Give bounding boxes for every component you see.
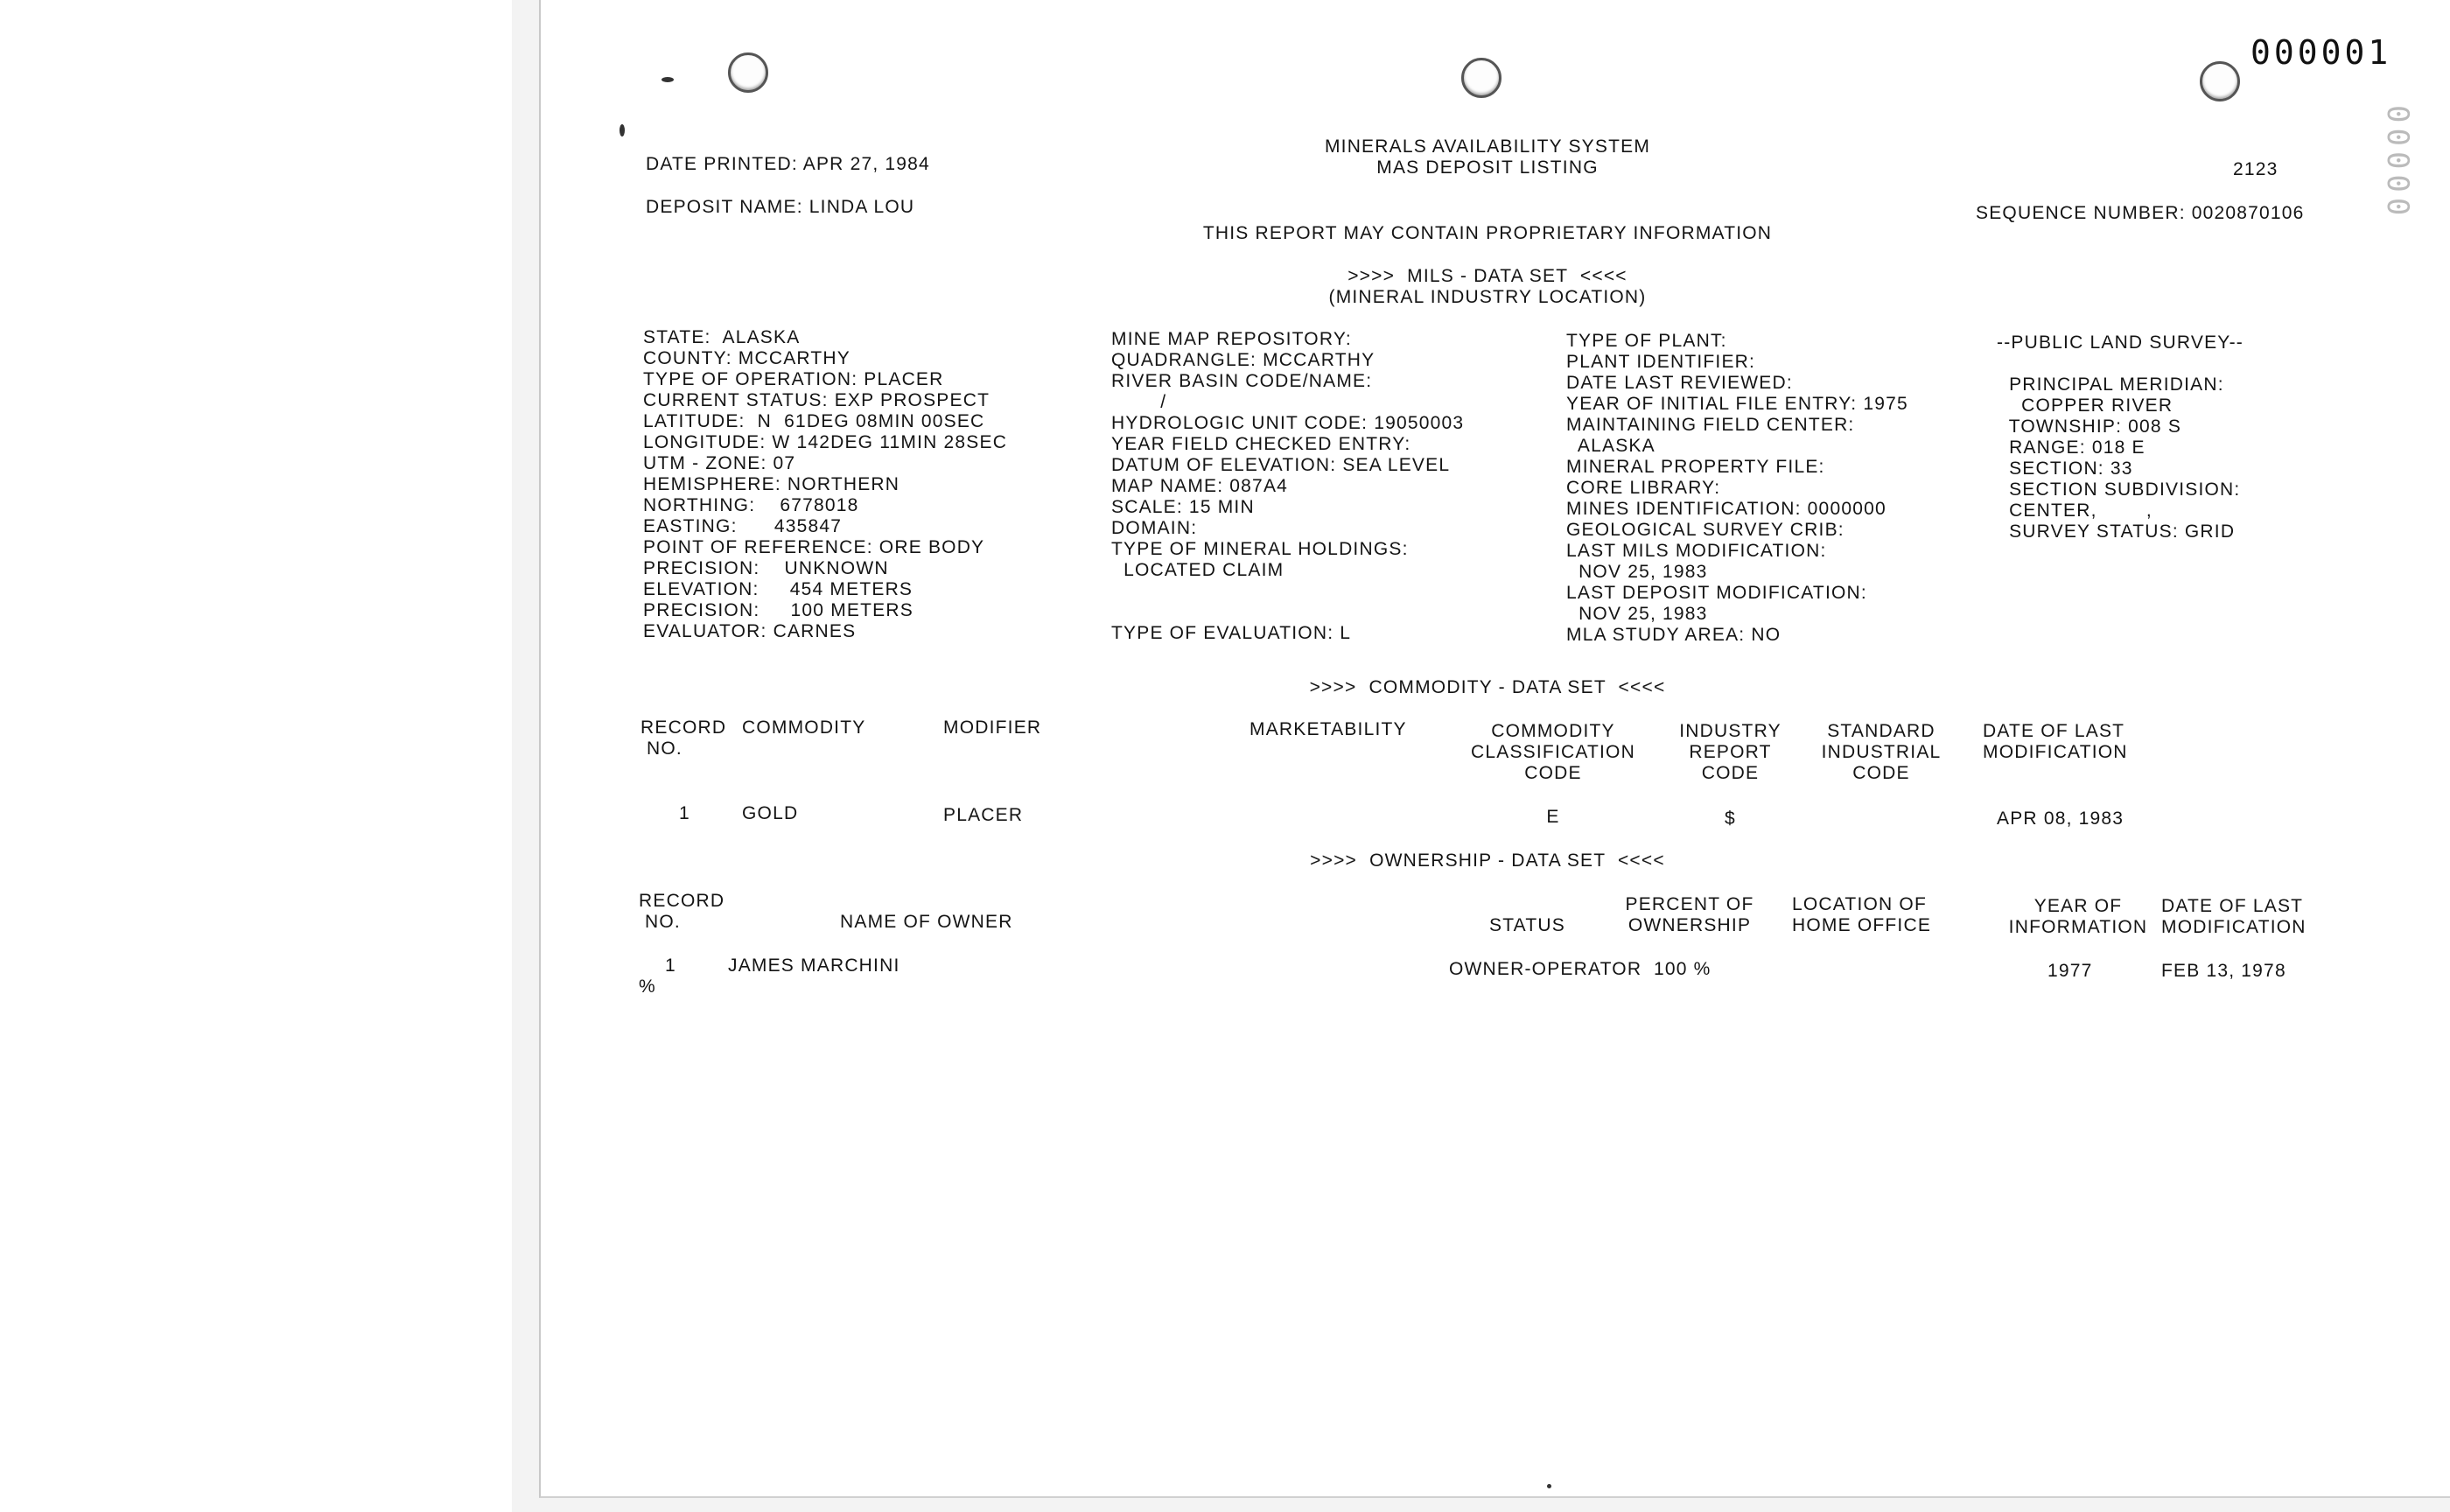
ownership-name: JAMES MARCHINI [728, 956, 900, 976]
field-line: HYDROLOGIC UNIT CODE: 19050003 [1111, 413, 1465, 433]
binder-hole-right [2200, 61, 2240, 102]
field-line: MINE MAP REPOSITORY: [1111, 329, 1352, 349]
field-line: LAST MILS MODIFICATION: [1566, 541, 1827, 561]
field-line [1997, 354, 2244, 374]
field-line [1111, 581, 1464, 602]
commodity-classification: E [1546, 807, 1560, 827]
page-stamp-number: 000001 [2250, 33, 2392, 72]
system-title: MINERALS AVAILABILITY SYSTEM [1324, 136, 1651, 157]
end-of-record-marker: % [639, 976, 656, 997]
field-line: DOMAIN: [1111, 518, 1198, 538]
commodity-header-sic: STANDARD INDUSTRIAL CODE [1821, 721, 1942, 783]
field-line: ELEVATION: 454 METERS [643, 579, 914, 599]
ownership-header-year-info: YEAR OF INFORMATION [2008, 896, 2148, 937]
field-line: LATITUDE: N 61DEG 08MIN 00SEC [643, 411, 985, 431]
mils-column-location [643, 327, 1007, 642]
commodity-title: >>>> COMMODITY - DATA SET <<<< [1309, 677, 1666, 697]
ownership-header-name: NAME OF OWNER [840, 912, 1013, 932]
commodity-name: GOLD [742, 803, 799, 823]
commodity-last-mod: APR 08, 1983 [1997, 808, 2124, 829]
date-printed: DATE PRINTED: APR 27, 1984 [646, 154, 930, 174]
mils-column-administrative [1566, 331, 1908, 646]
field-line: CENTER, , [1997, 500, 2152, 521]
field-line: STATE: ALASKA [643, 327, 801, 347]
mils-column-public-land-survey [1997, 332, 2244, 542]
field-line: TOWNSHIP: 008 S [1997, 416, 2182, 437]
field-line: COUNTY: MCCARTHY [643, 348, 850, 368]
field-line: TYPE OF OPERATION: PLACER [643, 369, 944, 389]
page-stamp-faint: 00000 [2380, 105, 2415, 221]
mils-column-mapping [1111, 329, 1464, 644]
mils-subtitle: (MINERAL INDUSTRY LOCATION) [1328, 287, 1647, 307]
field-line: MAINTAINING FIELD CENTER: [1566, 415, 1855, 435]
field-line: / [1111, 392, 1167, 412]
ownership-status: OWNER-OPERATOR [1449, 959, 1642, 979]
field-line: SECTION: 33 [1997, 458, 2133, 479]
field-line: DATE LAST REVIEWED: [1566, 373, 1793, 393]
field-line [1111, 602, 1464, 623]
field-line: MINERAL PROPERTY FILE: [1566, 457, 1825, 477]
field-line: NOV 25, 1983 [1566, 604, 1708, 624]
commodity-header-classification: COMMODITY CLASSIFICATION CODE [1471, 721, 1635, 783]
field-line: PRECISION: UNKNOWN [643, 558, 889, 578]
field-line: PRECISION: 100 METERS [643, 600, 914, 620]
field-line: YEAR OF INITIAL FILE ENTRY: 1975 [1566, 394, 1908, 414]
field-line: TYPE OF PLANT: [1566, 331, 1727, 351]
commodity-header-industry-report: INDUSTRY REPORT CODE [1679, 721, 1782, 783]
commodity-header-record-no: RECORD NO. [640, 718, 727, 759]
ownership-record-no: 1 [665, 956, 676, 976]
field-line: POINT OF REFERENCE: ORE BODY [643, 537, 985, 557]
commodity-industry-report: $ [1725, 808, 1736, 829]
field-line: UTM - ZONE: 07 [643, 453, 796, 473]
scan-speck [620, 124, 625, 136]
field-line: DATUM OF ELEVATION: SEA LEVEL [1111, 455, 1451, 475]
field-line: YEAR FIELD CHECKED ENTRY: [1111, 434, 1411, 454]
field-line: LONGITUDE: W 142DEG 11MIN 28SEC [643, 432, 1008, 452]
field-line: GEOLOGICAL SURVEY CRIB: [1566, 520, 1844, 540]
listing-title: MAS DEPOSIT LISTING [1376, 158, 1599, 178]
commodity-record-no: 1 [679, 803, 690, 823]
field-line: EVALUATOR: CARNES [643, 621, 857, 641]
field-line: MINES IDENTIFICATION: 0000000 [1566, 499, 1886, 519]
field-line: MLA STUDY AREA: NO [1566, 625, 1782, 645]
commodity-header-marketability: MARKETABILITY [1250, 719, 1407, 739]
field-line: SECTION SUBDIVISION: [1997, 480, 2241, 500]
field-line: RIVER BASIN CODE/NAME: [1111, 371, 1373, 391]
field-line: HEMISPHERE: NORTHERN [643, 474, 900, 494]
ownership-last-mod: FEB 13, 1978 [2161, 961, 2286, 981]
commodity-modifier: PLACER [943, 805, 1024, 825]
ownership-header-record-no: RECORD NO. [639, 891, 725, 932]
field-line: QUADRANGLE: MCCARTHY [1111, 350, 1376, 370]
commodity-header-commodity: COMMODITY [742, 718, 866, 738]
field-line: NORTHING: 6778018 [643, 495, 859, 515]
ownership-year-info: 1977 [2048, 961, 2093, 981]
field-line: SCALE: 15 MIN [1111, 497, 1255, 517]
field-line: PLANT IDENTIFIER: [1566, 352, 1756, 372]
proprietary-notice: THIS REPORT MAY CONTAIN PROPRIETARY INFORMATION [1202, 223, 1773, 243]
field-line: SURVEY STATUS: GRID [1997, 522, 2236, 542]
commodity-header-modifier: MODIFIER [943, 718, 1042, 738]
field-line: --PUBLIC LAND SURVEY-- [1997, 332, 2244, 353]
ownership-header-percent: PERCENT OF OWNERSHIP [1625, 894, 1754, 935]
field-line: CURRENT STATUS: EXP PROSPECT [643, 390, 990, 410]
commodity-header-last-mod: DATE OF LAST MODIFICATION [1983, 721, 2128, 762]
field-line: MAP NAME: 087A4 [1111, 476, 1289, 496]
field-line: RANGE: 018 E [1997, 438, 2146, 458]
ownership-title: >>>> OWNERSHIP - DATA SET <<<< [1310, 850, 1665, 871]
field-line: EASTING: 435847 [643, 516, 843, 536]
sequence-number: SEQUENCE NUMBER: 0020870106 [1976, 203, 2305, 223]
field-line: LAST DEPOSIT MODIFICATION: [1566, 583, 1867, 603]
field-line: ALASKA [1566, 436, 1656, 456]
mils-title: >>>> MILS - DATA SET <<<< [1348, 266, 1628, 286]
ownership-header-location: LOCATION OF HOME OFFICE [1792, 894, 1932, 935]
binder-hole-center [1461, 58, 1502, 98]
ownership-header-last-mod: DATE OF LAST MODIFICATION [2161, 896, 2306, 937]
field-line: COPPER RIVER [1997, 396, 2174, 416]
field-line: TYPE OF MINERAL HOLDINGS: [1111, 539, 1409, 559]
field-line: LOCATED CLAIM [1111, 560, 1284, 580]
ownership-header-status: STATUS [1489, 915, 1565, 935]
field-line: TYPE OF EVALUATION: L [1111, 623, 1352, 643]
page-code: 2123 [2233, 159, 2278, 179]
scan-speck [1547, 1484, 1551, 1488]
scan-speck [662, 77, 674, 82]
deposit-name: DEPOSIT NAME: LINDA LOU [646, 197, 915, 217]
ownership-percent: 100 % [1654, 959, 1712, 979]
field-line: CORE LIBRARY: [1566, 478, 1721, 498]
field-line: PRINCIPAL MERIDIAN: [1997, 374, 2224, 395]
field-line: NOV 25, 1983 [1566, 562, 1708, 582]
binder-hole-left [728, 52, 768, 93]
